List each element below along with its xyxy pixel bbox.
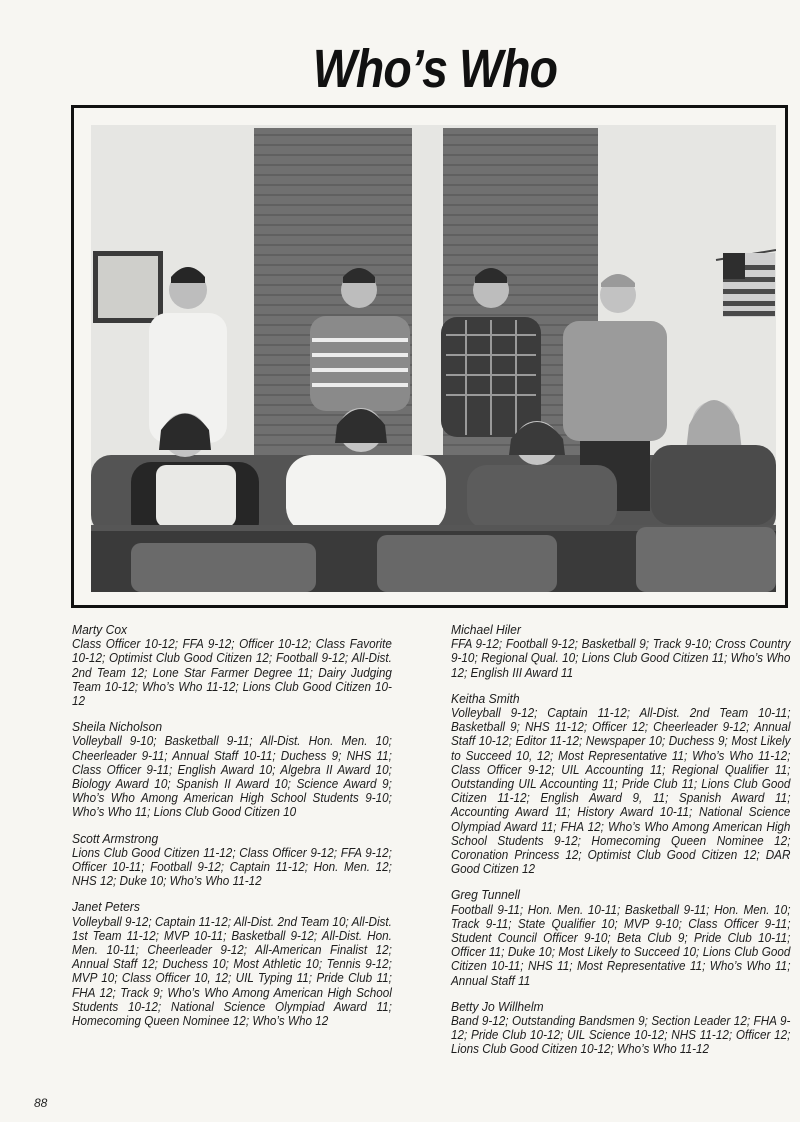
student-activities: Lions Club Good Citizen 11-12; Class Officer 9-12; FFA 9-12; Officer 10-11; Football 9-12; Captain 11-12; Hon. Men. 12; NHS 12; Duke 10; Who’s Who 11-12 [72,845,392,889]
student-activities: Football 9-11; Hon. Men. 10-11; Basketball 9-11; Hon. Men. 10; Track 9-11; State Qualifier 10; MVP 9-10; Class Officer 9-11; Student Council Officer 9-10; Beta Club 9; Pride Club 10-11; Officer 11; Duke 10; Most Likely to Succeed 10; Lions Club Good Citizen 10-11; NHS 11; Most Representative 11; Who’s Who 11; Annual Staff 11 [451,902,791,988]
list-item [451,1000,790,1057]
student-name: Marty Cox [72,622,128,637]
photo-frame [71,105,788,608]
student-activities: Class Officer 10-12; FFA 9-12; Officer 10-12; Class Favorite 10-12; Optimist Club Good Citizen 12; Football 9-12; All-Dist. 2nd Team 12; Lone Star Farmer Degree 11; Dairy Judging Team 10-12; Who’s Who 11-12; Lions Club Good Citizen 10-12 [72,637,392,709]
student-name: Sheila Nicholson [72,719,163,735]
list-item [72,900,392,1028]
right-column [451,623,790,1069]
list-item [72,832,392,889]
list-item [451,888,790,987]
group-photo-icon [91,125,776,592]
student-name: Keitha Smith [451,690,520,706]
student-name: Janet Peters [72,899,140,915]
list-item [72,720,392,819]
student-name: Michael Hiler [451,622,521,637]
student-activities: FFA 9-12; Football 9-12; Basketball 9; Track 9-10; Cross Country 9-10; Regional Qual. 10; Lions Club Good Citizen 11; Who’s Who 12; English III Award 11 [451,637,791,680]
student-name: Greg Tunnell [451,887,520,903]
list-item [451,623,790,680]
student-name: Betty Jo Willhelm [451,998,544,1014]
group-photo [91,125,776,592]
page-title: Who’s Who [312,39,558,99]
list-item [72,623,392,708]
student-activities: Volleyball 9-12; Captain 11-12; All-Dist. 2nd Team 10-11; Basketball 9; NHS 11-12; Officer 12; Cheerleader 9-12; Annual Staff 10-12; Editor 11-12; Newspaper 10; Duchess 9; Most Likely to Succeed 10, 12; Most Representative 11; Who’s Who 11-12; Class Officer 9-12; UIL Accounting 11; Regional Qualifier 11; Outstanding UIL Accounting 11; Pride Club 11; Lions Club Good Citizen 11-12; English Award 9, 11; Spanish Award 11; Accounting Award 11; History Award 10-11; National Science Olympiad Award 11; FHA 12; Who’s Who Among American High School Students 9-12; Homecoming Queen Nominee 12; Coronation Princess 12; Optimist Club Good Citizen 12; DAR Good Citizen 12 [451,706,791,877]
page-number: 88 [34,1096,48,1110]
student-activities: Volleyball 9-10; Basketball 9-11; All-Dist. Hon. Men. 10; Cheerleader 9-11; Annual Staff 10-11; Duchess 9; NHS 11; Class Officer 9-11; English Award 10; Algebra II Award 10; Biology Award 10; Spanish II Award 10; Science Award 9; Who’s Who Among American High School Students 9-10; Who’s Who 11; Lions Club Good Citizen 10 [72,734,392,820]
list-item [451,692,790,877]
student-name: Scott Armstrong [72,830,159,846]
left-column [72,623,392,1040]
student-activities: Volleyball 9-12; Captain 11-12; All-Dist. 2nd Team 10; All-Dist. 1st Team 11-12; MVP 10-11; Basketball 9-12; All-Dist. Hon. Men. 10-11; Cheerleader 9-12; All-American Finalist 12; Annual Staff 12; Duchess 10; Most Athletic 10; Tennis 9-12; MVP 10; Class Officer 10, 12; UIL Typing 11; Pride Club 11; FHA 12; Track 9; Who’s Who Among American High School Students 10-12; National Science Olympiad Award 11; Homecoming Queen Nominee 12; Who’s Who 12 [72,914,392,1029]
student-activities: Band 9-12; Outstanding Bandsmen 9; Section Leader 12; FHA 9-12; Pride Club 10-12; UIL Science 10-12; NHS 11-12; Officer 12; Lions Club Good Citizen 10-12; Who’s Who 11-12 [451,1014,791,1057]
